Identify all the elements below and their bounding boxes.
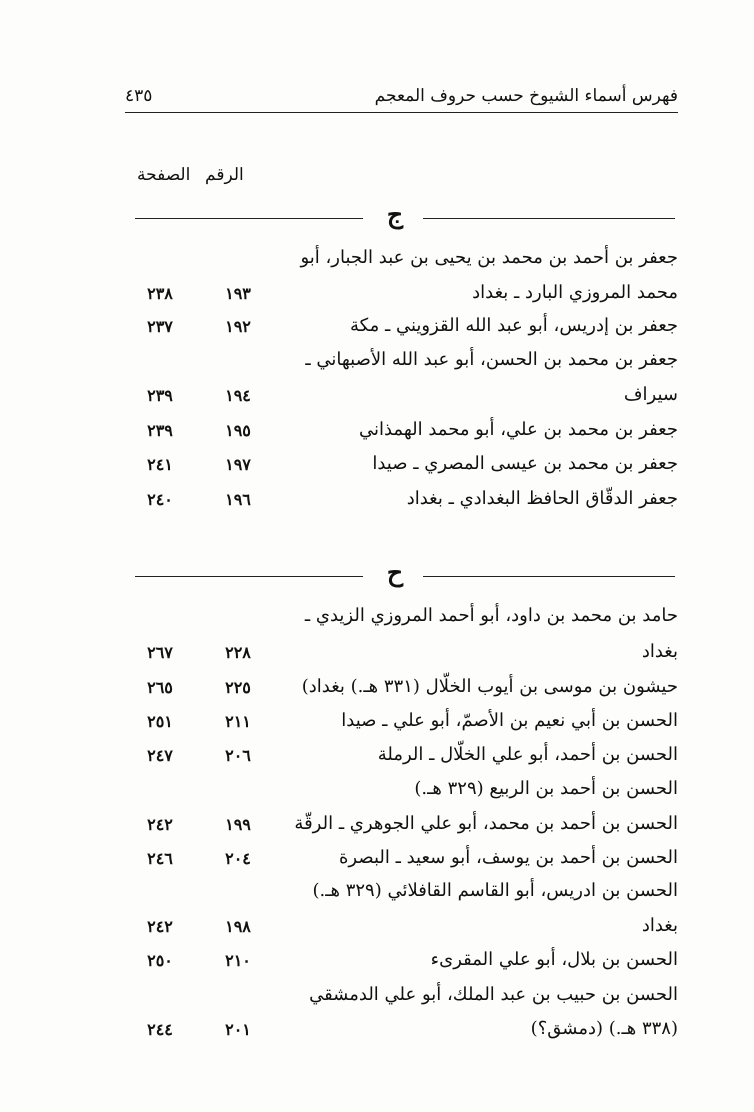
entry-page: ٢٣٧ (147, 317, 173, 336)
entry-number: ١٩٨ (225, 917, 251, 936)
entry-name: جعفر بن محمد بن عيسى المصري ـ صيدا (372, 453, 678, 474)
entry-name: جعفر بن إدريس، أبو عبد الله القزويني ـ مكة (350, 315, 678, 336)
index-entry-row (130, 809, 678, 843)
entry-name: بغداد (641, 915, 678, 936)
entry-name: محمد المروزي البارد ـ بغداد (472, 282, 678, 303)
index-entry-row (130, 311, 678, 345)
entry-page: ٢٤٦ (147, 849, 173, 868)
entry-page: ٢٣٩ (147, 386, 173, 405)
entry-name: حامد بن محمد بن داود، أبو أحمد المروزي الزيدي ـ (304, 605, 678, 626)
index-entry-row (130, 1014, 678, 1048)
running-header (125, 84, 678, 113)
index-entry-row (130, 843, 678, 877)
entry-page: ٢٤٠ (147, 490, 173, 509)
entry-page: ٢٦٥ (147, 678, 173, 697)
separator-line-right (423, 218, 675, 219)
entry-number: ١٩٥ (225, 421, 251, 440)
entry-number: ٢٠٦ (225, 746, 251, 765)
entry-number: ١٩٩ (225, 815, 251, 834)
entry-name: الحسن بن بلال، أبو علي المقرىء (430, 949, 678, 970)
index-entry-row (130, 243, 678, 277)
separator-line-left (135, 576, 363, 577)
entry-number: ٢٠٤ (225, 849, 251, 868)
entry-number: ١٩٦ (225, 490, 251, 509)
entry-number: ١٩٧ (225, 455, 251, 474)
index-entry-row (130, 345, 678, 379)
entry-name: جعفر الدقّاق الحافظ البغدادي ـ بغداد (406, 488, 678, 509)
entry-name: الحسن بن أبي نعيم بن الأصمّ، أبو علي ـ صيدا (341, 710, 678, 731)
letter-separator (135, 200, 675, 234)
entry-number: ١٩٢ (225, 317, 251, 336)
index-entry-row (130, 637, 678, 671)
entry-name: جعفر بن محمد بن علي، أبو محمد الهمذاني (358, 419, 678, 440)
index-entry-row (130, 911, 678, 945)
entry-name: الحسن بن أحمد، أبو علي الخلّال ـ الرملة (377, 744, 678, 765)
entry-name: الحسن بن أحمد بن الربيع (٣٢٩ هـ.) (414, 778, 678, 799)
entry-name: سيراف (623, 384, 678, 405)
index-entry-row (130, 601, 678, 635)
entry-name: الحسن بن حبيب بن عبد الملك، أبو علي الدمشقي (309, 984, 678, 1005)
entry-page: ٢٣٨ (147, 284, 173, 303)
entry-page: ٢٤٢ (147, 917, 173, 936)
letter-separator (135, 558, 675, 592)
index-entry-row (130, 945, 678, 979)
entry-page: ٢٥٠ (147, 951, 173, 970)
entry-name: حيشون بن موسى بن أيوب الخلّال (٣٣١ هـ.) بغداد) (301, 676, 678, 697)
index-entry-row (130, 278, 678, 312)
entry-name: بغداد (641, 641, 678, 662)
index-entry-row (130, 672, 678, 706)
entry-name: الحسن بن ادريس، أبو القاسم القافلائي (٣٢٩ هـ.) (312, 880, 678, 901)
entry-page: ٢٣٩ (147, 421, 173, 440)
entry-name: (٣٣٨ هـ.) (دمشق؟) (530, 1018, 678, 1039)
index-entry-row (130, 415, 678, 449)
entry-number: ٢٢٨ (225, 643, 251, 662)
entry-page: ٢٤٤ (147, 1020, 173, 1039)
index-entry-row (130, 484, 678, 518)
entry-name: الحسن بن أحمد بن يوسف، أبو سعيد ـ البصرة (339, 847, 678, 868)
entry-page: ٢٤٧ (147, 746, 173, 765)
separator-line-left (135, 218, 363, 219)
entry-name: الحسن بن أحمد بن محمد، أبو علي الجوهري ـ الرقّة (294, 813, 678, 834)
entry-page: ٢٤١ (147, 455, 173, 474)
index-entry-row (130, 706, 678, 740)
index-entry-row (130, 449, 678, 483)
entry-name: جعفر بن أحمد بن محمد بن يحيى بن عبد الجبار، أبو (300, 247, 678, 268)
index-entry-row (130, 380, 678, 414)
section-letter: ح (386, 558, 404, 587)
entry-number: ١٩٣ (225, 284, 251, 303)
index-entry-row (130, 774, 678, 808)
entry-number: ١٩٤ (225, 386, 251, 405)
entry-page: ٢٤٢ (147, 815, 173, 834)
index-entry-row (130, 876, 678, 910)
entry-page: ٢٦٧ (147, 643, 173, 662)
column-header-number: الرقم (205, 165, 244, 185)
page-number: ٤٣٥ (125, 86, 153, 106)
section-letter: ج (386, 200, 404, 229)
index-entry-row (130, 980, 678, 1014)
header-title: فهرس أسماء الشيوخ حسب حروف المعجم (374, 86, 678, 106)
entry-number: ٢٠١ (225, 1020, 251, 1039)
separator-line-right (423, 576, 675, 577)
column-header-page: الصفحة (137, 165, 191, 185)
entry-page: ٢٥١ (147, 712, 173, 731)
entry-number: ٢١٠ (225, 951, 251, 970)
index-entry-row (130, 740, 678, 774)
entry-name: جعفر بن محمد بن الحسن، أبو عبد الله الأصبهاني ـ (305, 349, 678, 370)
entry-number: ٢١١ (225, 712, 251, 731)
entry-number: ٢٢٥ (225, 678, 251, 697)
